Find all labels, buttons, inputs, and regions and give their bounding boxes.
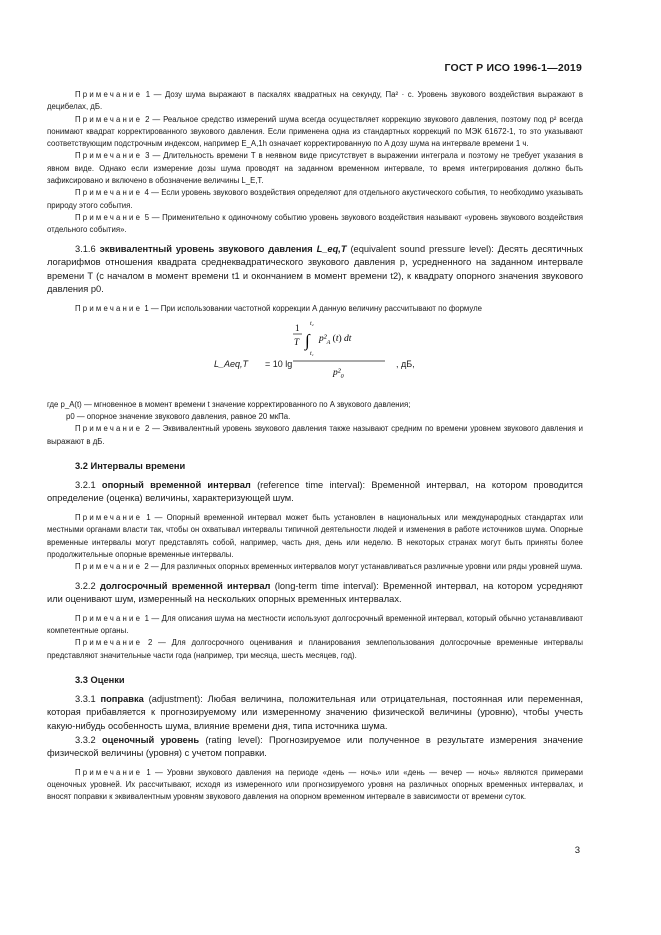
where-clause: где p_A(t) — мгновенное в момент времени t значение корректированного по A звукового давления; — [47, 400, 411, 410]
term-title: оценочный уровень — [101, 734, 200, 745]
note-paragraph: Примечание 1 — Уровни звукового давления на периоде «день — ночь» или «день — вечер — ночь» являются примерами оценочных уровней. Их рассчитывают, исходя из измеренного или прогнозируемого уровня на различных опорных временных интервалах, и вносят поправки к эквивалентным уровням звукового давления на опорном временном интервале в зависимости от времени суток. — [47, 767, 583, 802]
term-symbol: L_eq,T — [316, 243, 347, 254]
note-paragraph: Примечание 2 — Эквивалентный уровень звукового давления также называют средним по времени уровнем звукового давления и выражают в дБ. — [47, 424, 583, 446]
note-label: Примечание — [75, 303, 143, 313]
note-label: Примечание — [75, 513, 143, 523]
note-label: Примечание — [75, 151, 143, 161]
svg-text:p²A (t) dt: $p^2_A$ (t) dt — [319, 334, 352, 347]
formula-fraction — [293, 317, 393, 389]
svg-text:t₂: t₂ — [310, 321, 314, 328]
term-definition-3-3-2: 3.3.2 оценочный уровень (rating level): Прогнозируемое или полученное в результате измерения значение физической величины (уровня) с учетом поправки. — [47, 734, 583, 759]
note-label: Примечание — [75, 212, 143, 222]
note-paragraph: Примечание 3 — Длительность времени T в неявном виде присутствует в выражении интеграла и поэтому не требует указания в явном виде. Однако если измерение дозы шума проводят на заданном временном интервале, то время интегрирования должно быть зафиксировано и включено в обозначение величины L_E,T. — [47, 151, 583, 186]
note-label: Примечание — [75, 424, 143, 434]
svg-text:T: T — [294, 337, 300, 348]
note-paragraph: Примечание 2 — Для различных опорных временных интервалов могут устанавливаться различные уровни или ряды уровней шума. — [75, 562, 583, 572]
where-clause: p0 — опорное значение звукового давления, равное 20 мкПа. — [66, 412, 291, 422]
note-label: Примечание — [75, 638, 143, 648]
note-paragraph: Примечание 1 — Опорный временной интервал может быть установлен в национальных или международных стандартах или местными органами власти так, чтобы он охватывал интервалы типичной деятельности людей и изменения в работе источников шума. Опорные временные интервалы могут представлять собой, например, часть дня, день или неделю. В некоторых странах могут быть приняты более продолжительные опорные временные интервалы. — [47, 513, 584, 559]
formula-lhs: L_Aeq,T — [214, 359, 249, 370]
formula-unit: , дБ, — [396, 359, 415, 370]
term-definition-3-2-1: 3.2.1 опорный временной интервал (reference time interval): Временной интервал, на котором проводится определение (оценка) величины, характеризующей шум. — [47, 479, 583, 504]
page-content — [47, 89, 583, 804]
page-number: 3 — [574, 845, 580, 856]
term-title: долгосрочный временной интервал — [99, 580, 271, 591]
term-definition-3-1-6: 3.1.6 эквивалентный уровень звукового давления L_eq,T (equivalent sound pressure level): Десять десятичных логарифмов отношения квадрата среднеквадратического звукового давления p, усредненного на заданном интервале времени T (с началом в момент времени t1 и окончанием в момент времени t2), к квадрату опорного значения звукового давления p0. — [47, 243, 583, 295]
note-paragraph: Примечание 1 — При использовании частотной коррекции A данную величину рассчитывают по формуле — [75, 303, 482, 313]
svg-text:1: 1 — [295, 323, 300, 334]
note-label: Примечание — [75, 188, 143, 198]
formula-equals: = 10 lg — [265, 359, 293, 370]
svg-text:p²0: $p^2_0$ — [333, 368, 344, 381]
note-label: Примечание — [75, 90, 143, 99]
equivalent-level-formula — [47, 315, 583, 399]
note-label: Примечание — [75, 767, 143, 777]
svg-text:∫: ∫ — [305, 331, 310, 351]
note-paragraph: Примечание 4 — Если уровень звукового воздействия определяют для отдельного акустического события, то необходимо указывать природу этого события. — [47, 188, 583, 210]
term-title: эквивалентный уровень звукового давления — [99, 243, 313, 254]
section-heading-3-3: 3.3 Оценки — [75, 674, 125, 685]
note-label: Примечание — [75, 562, 143, 572]
note-paragraph: Примечание 5 — Применительно к одиночному событию уровень звукового воздействия называют «уровень звукового воздействия отдельного события». — [47, 212, 583, 235]
term-title: опорный временной интервал — [101, 479, 251, 490]
term-definition-3-2-2: 3.2.2 долгосрочный временной интервал (long-term time interval): Временной интервал, на котором усредняют или оценивают шум, измеренный на нескольких опорных временных интервалах. — [47, 580, 584, 605]
svg-text:t₁: t₁ — [310, 351, 314, 358]
note-label: Примечание — [75, 114, 143, 124]
note-paragraph: Примечание 1 — Дозу шума выражают в паскалях квадратных на секунду, Па² · с. Уровень звукового воздействия выражают в децибелах, дБ. — [47, 90, 583, 112]
note-paragraph: Примечание 2 — Для долгосрочного оценивания и планирования землепользования долгосрочные временные интервалы представляют значительные части года (например, три месяца, шесть месяцев, год). — [47, 638, 584, 660]
section-heading-3-2: 3.2 Интервалы времени — [75, 460, 186, 471]
note-label: Примечание — [75, 613, 143, 623]
note-paragraph: Примечание 1 — Для описания шума на местности используют долгосрочный временной интервал, который обычно устанавливают компетентные органы. — [47, 613, 583, 635]
term-definition-3-3-1: 3.3.1 поправка (adjustment): Любая величина, положительная или отрицательная, постоянная или переменная, которая прибавляется к прогнозируемому или измеренному значению физической величины (уровню), чтобы учесть какую-нибудь особенность шума, влияние времени дня, типа источника шума. — [47, 693, 583, 732]
note-paragraph: Примечание 2 — Реальное средство измерений шума всегда осуществляет коррекцию звукового давления, поэтому под p² всегда понимают квадрат корректированного звукового давления. Если применена одна из стандартных коррекций по МЭК 61672-1, то это указывают соответствующим подстрочным индексом, например E_A,1h означает корректированную по A дозу шума на интервале времени 1 ч. — [47, 114, 583, 149]
term-title: поправка — [100, 693, 144, 704]
standard-header: ГОСТ Р ИСО 1996-1—2019 — [444, 62, 582, 74]
